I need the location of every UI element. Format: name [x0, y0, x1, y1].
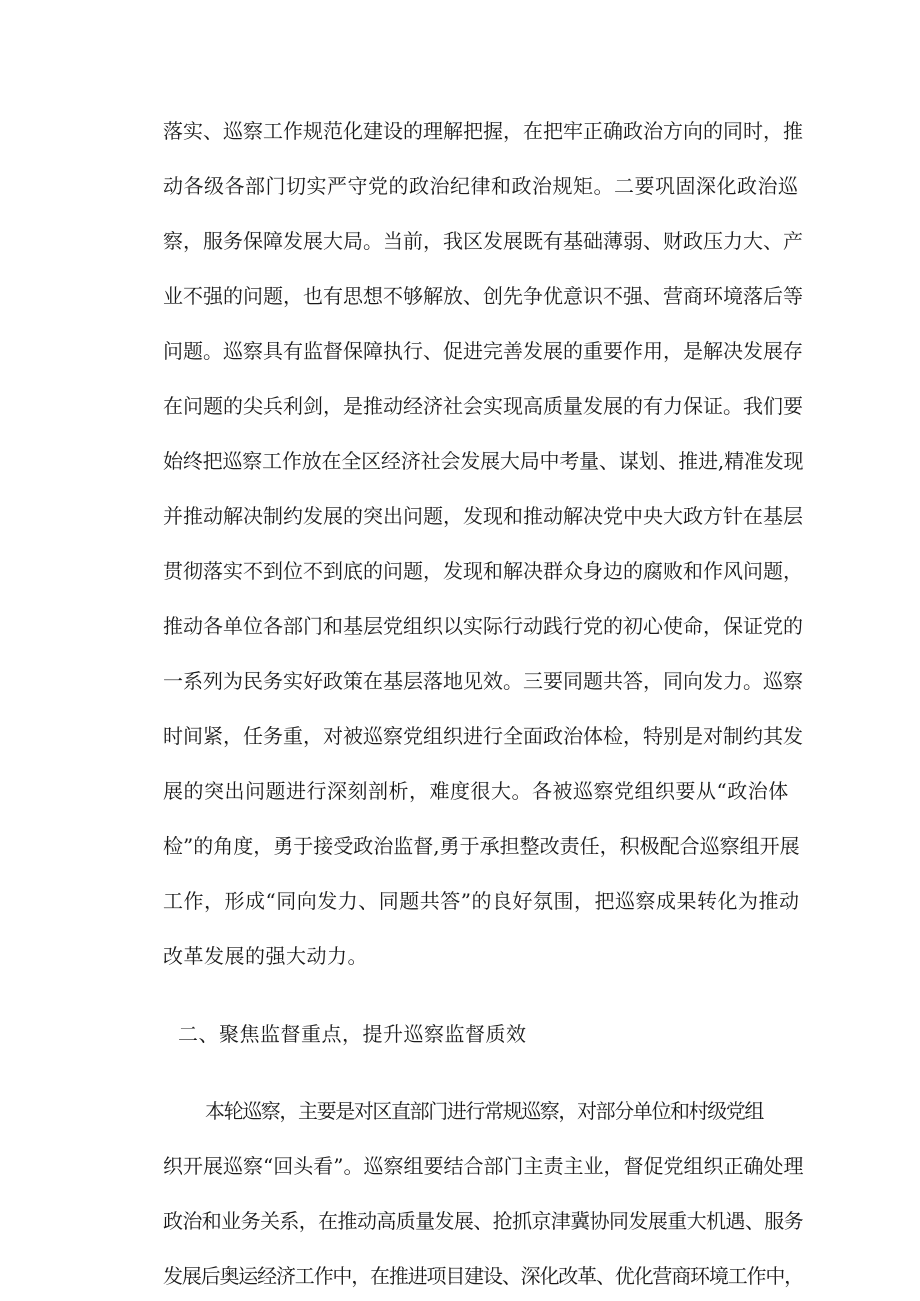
- text-line: 政治和业务关系，在推动高质量发展、抢抓京津冀协同发展重大机遇、服务: [163, 1209, 803, 1233]
- section-heading: 二、聚焦监督重点，提升巡察监督质效: [178, 1022, 527, 1046]
- text-line: 本轮巡察，主要是对区直部门进行常规巡察，对部分单位和村级党组: [205, 1099, 763, 1123]
- text-line: 并推动解决制约发展的突出问题，发现和推动解决党中央大政方针在基层: [163, 504, 803, 528]
- text-line: 工作，形成“同向发力、同题共答”的良好氛围，把巡察成果转化为推动: [163, 889, 800, 913]
- text-line: 动各级各部门切实严守党的政治纪律和政治规矩。二要巩固深化政治巡: [163, 174, 799, 198]
- text-line: 时间紧，任务重，对被巡察党组织进行全面政治体检，特别是对制约其发: [163, 724, 803, 748]
- text-line: 始终把巡察工作放在全区经济社会发展大局中考量、谋划、推进,精准发现: [163, 449, 804, 473]
- text-line: 业不强的问题，也有思想不够解放、创先争优意识不强、营商环境落后等: [163, 284, 803, 308]
- text-line: 织开展巡察“回头看”。巡察组要结合部门主责主业，督促党组织正确处理: [163, 1154, 804, 1178]
- text-line: 检”的角度，勇于接受政治监督,勇于承担整改责任，积极配合巡察组开展: [163, 834, 800, 858]
- text-line: 察，服务保障发展大局。当前，我区发展既有基础薄弱、财政压力大、产: [163, 229, 803, 253]
- text-line: 在问题的尖兵利剑，是推动经济社会实现高质量发展的有力保证。我们要: [163, 394, 803, 418]
- text-line: 发展后奥运经济工作中，在推进项目建设、深化改革、优化营商环境工作中，: [163, 1264, 803, 1288]
- text-line: 落实、巡察工作规范化建设的理解把握，在把牢正确政治方向的同时，推: [163, 119, 803, 143]
- text-line: 问题。巡察具有监督保障执行、促进完善发展的重要作用，是解决发展存: [163, 339, 803, 363]
- text-line: 推动各单位各部门和基层党组织以实际行动践行党的初心使命，保证党的: [163, 614, 803, 638]
- text-line: 展的突出问题进行深刻剖析，难度很大。各被巡察党组织要从“政治体: [163, 779, 789, 803]
- text-line: 贯彻落实不到位不到底的问题，发现和解决群众身边的腐败和作风问题，: [163, 559, 803, 583]
- text-line: 改革发展的强大动力。: [163, 944, 368, 968]
- text-line: 一系列为民务实好政策在基层落地见效。三要同题共答，同向发力。巡察: [163, 669, 803, 693]
